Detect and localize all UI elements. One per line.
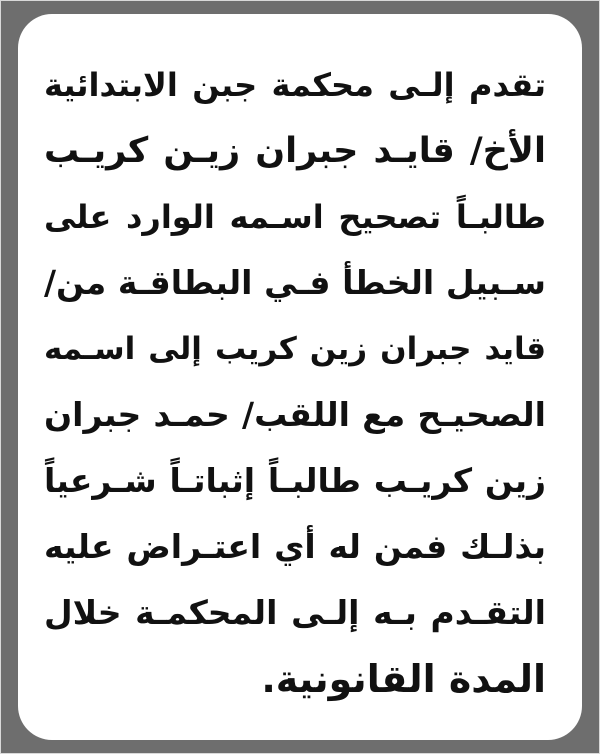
notice-line-9: التقـدم بـه إلـى المحكمـة خلال <box>44 593 546 632</box>
notice-line-2: الأخ/ قايـد جبران زيـن كريـب <box>44 131 546 171</box>
notice-line-4: سـبيل الخطأ فـي البطاقـة من/ <box>44 263 546 302</box>
notice-line-1: تقدم إلـى محكمة جبن الابتدائية <box>44 66 546 104</box>
notice-line-6: الصحيـح مع اللقب/ حمـد جبران <box>44 395 546 434</box>
notice-line-5: قايد جبران زين كريب إلى اسـمه <box>44 331 546 367</box>
notice-text <box>44 52 546 712</box>
notice-line-7: زين كريـب طالبـاً إثباتـاً شـرعياً <box>44 461 546 500</box>
notice-line-10: المدة القانونية. <box>261 657 546 701</box>
notice-line-3: طالبـاً تصحيح اسـمه الوارد على <box>44 198 546 236</box>
notice-card <box>18 14 582 740</box>
notice-line-8: بذلـك فمن له أي اعتـراض عليه <box>44 527 546 566</box>
